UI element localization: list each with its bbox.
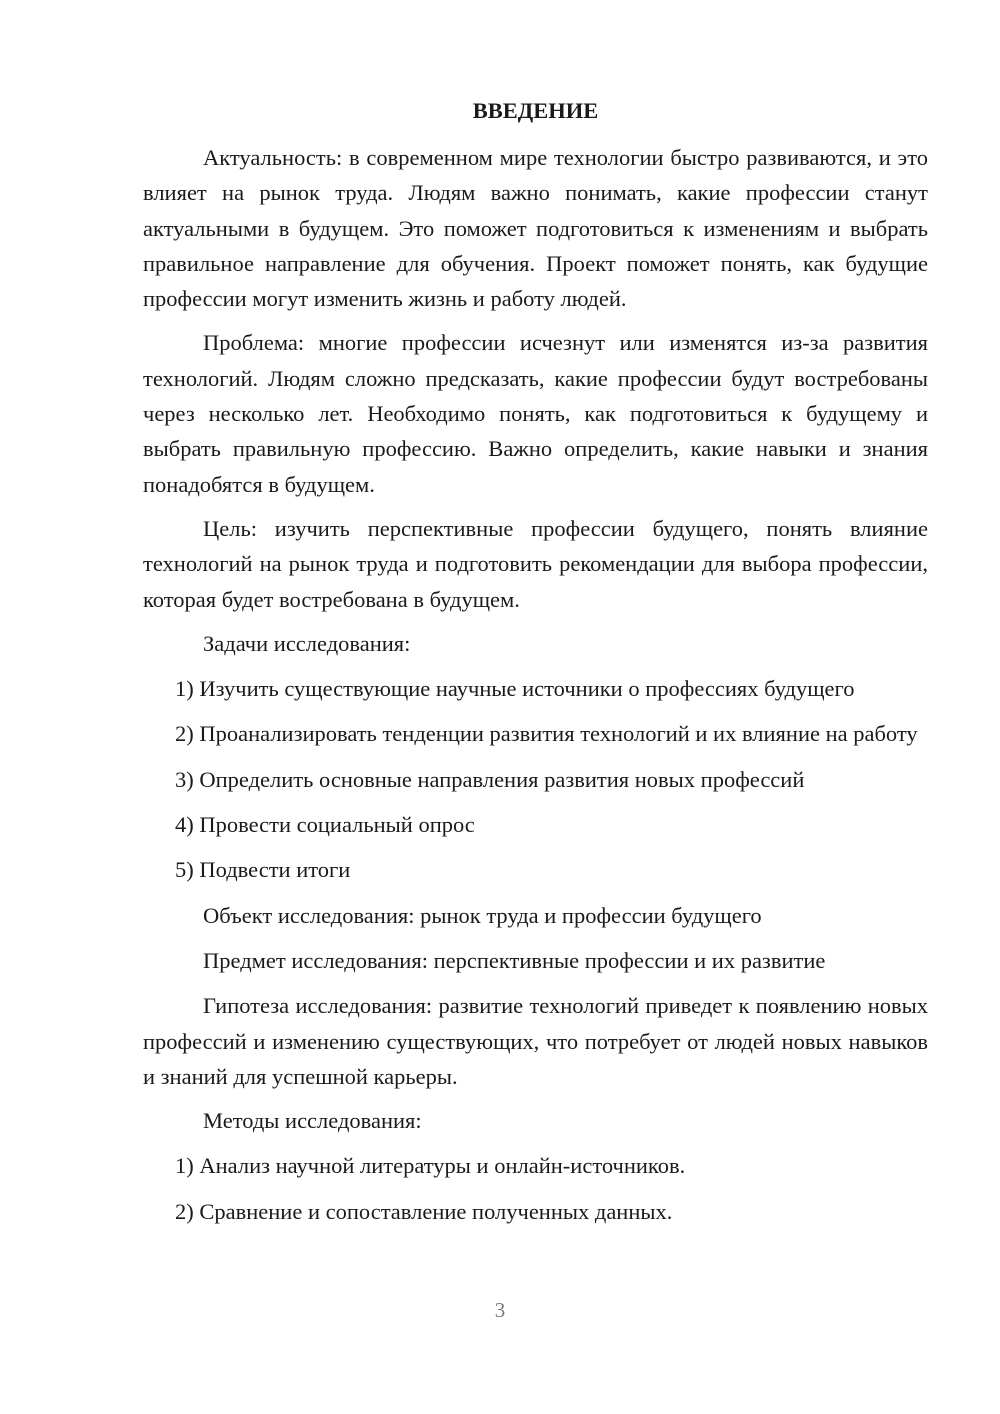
hypothesis-paragraph: Гипотеза исследования: развитие технологий приведет к появлению новых профессий и изменению существующих, что потребует от людей новых навыков и знаний для успешной карьеры. [143,993,928,1089]
tasks-heading: Задачи исследования: [203,630,411,656]
method-item: 2) Сравнение и сопоставление полученных данных. [175,1198,673,1224]
problem-paragraph: Проблема: многие профессии исчезнут или изменятся из-за развития технологий. Людям сложно предсказать, какие профессии будут востребованы через несколько лет. Необходимо понять, как подготовиться к будущему и выбрать правильную профессию. Важно определить, какие навыки и знания понадобятся в будущем. [143,330,928,497]
document-page [143,96,928,1239]
task-item: 4) Провести социальный опрос [175,812,475,838]
object-line: Объект исследования: рынок труда и профессии будущего [203,902,762,928]
section-title: ВВЕДЕНИЕ [472,98,599,123]
task-item: 3) Определить основные направления развития новых профессий [175,766,805,792]
method-item: 1) Анализ научной литературы и онлайн-источников. [175,1153,686,1179]
subject-line: Предмет исследования: перспективные профессии и их развитие [203,947,826,973]
methods-heading: Методы исследования: [203,1108,422,1134]
task-item: 5) Подвести итоги [175,857,351,883]
task-item: 2) Проанализировать тенденции развития технологий и их влияние на работу [175,721,918,747]
page-number: 3 [494,1298,506,1322]
goal-paragraph: Цель: изучить перспективные профессии будущего, понять влияние технологий на рынок труда и подготовить рекомендации для выбора профессии, которая будет востребована в будущем. [143,515,928,612]
relevance-paragraph: Актуальность: в современном мире технологии быстро развиваются, и это влияет на рынок труда. Людям важно понимать, какие профессии станут актуальными в будущем. Это поможет подготовиться к изменениям и выбрать правильное направление для обучения. Проект поможет понять, как будущие профессии могут изменить жизнь и работу людей. [143,145,928,312]
task-item: 1) Изучить существующие научные источники о профессиях будущего [175,676,855,702]
